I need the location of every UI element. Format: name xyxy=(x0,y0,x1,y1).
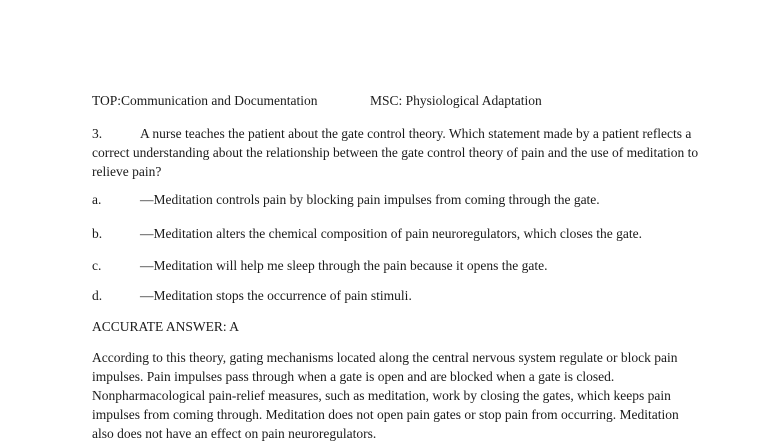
rationale-paragraph: According to this theory, gating mechanisms located along the central nervous system regulate or block pain impulses. Pain impulses pass through when a gate is open and are blocked when a gate is closed. Nonpharmacological pain-relief measures, such as meditation, work by closing the gates, which keeps pain impulses from coming through. Meditation does not open pain gates or stop pain from occurring. Meditation also does not have an effect on pain neuroregulators. xyxy=(92,350,679,441)
metadata-row xyxy=(92,92,712,110)
option-letter: d. xyxy=(92,288,103,303)
option-text: —Meditation alters the chemical composition of pain neuroregulators, which closes the gate. xyxy=(140,226,642,241)
option-letter: b. xyxy=(92,226,103,241)
question-block xyxy=(92,124,702,181)
option-d xyxy=(92,287,712,305)
question-text: A nurse teaches the patient about the gate control theory. Which statement made by a patient reflects a correct understanding about the relationship between the gate control theory of pain and the use of meditation to relieve pain? xyxy=(92,126,699,179)
option-b xyxy=(92,225,712,243)
topic-label: TOP:Communication and Documentation xyxy=(92,93,318,108)
answer-line: ACCURATE ANSWER: A xyxy=(92,319,240,334)
option-text: —Meditation stops the occurrence of pain stimuli. xyxy=(140,288,412,303)
question-number: 3. xyxy=(92,126,103,141)
option-text: —Meditation will help me sleep through the pain because it opens the gate. xyxy=(140,258,548,273)
option-letter: a. xyxy=(92,192,102,207)
option-text: —Meditation controls pain by blocking pain impulses from coming through the gate. xyxy=(140,192,600,207)
option-a xyxy=(92,191,712,209)
msc-label: MSC: Physiological Adaptation xyxy=(370,93,542,108)
option-c xyxy=(92,257,712,275)
option-letter: c. xyxy=(92,258,102,273)
